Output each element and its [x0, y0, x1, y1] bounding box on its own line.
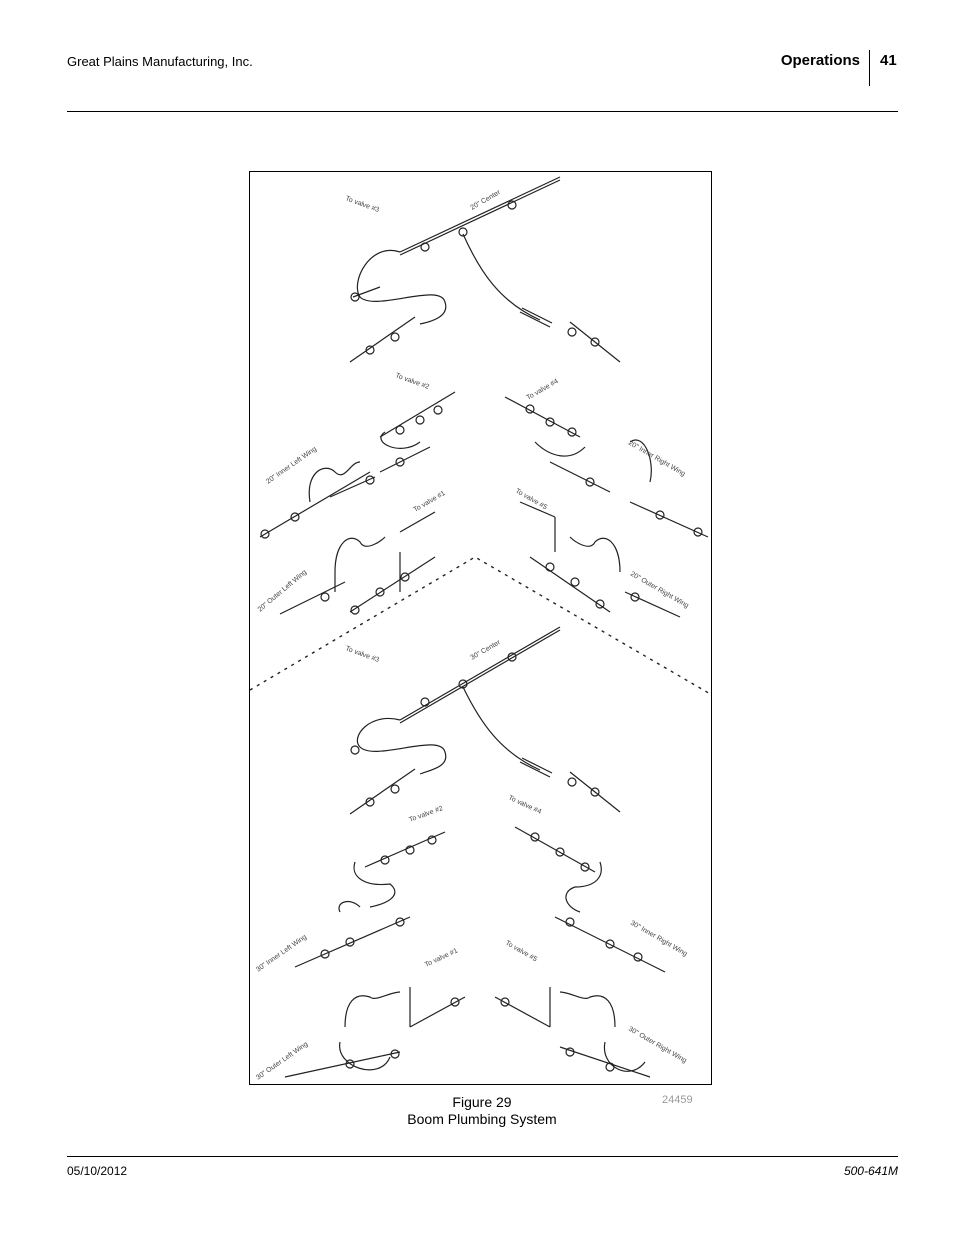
- label-outer-right-20: 20" Outer Right Wing: [629, 570, 690, 610]
- company-name: Great Plains Manufacturing, Inc.: [67, 54, 253, 69]
- boom-plumbing-diagram: [250, 172, 712, 1085]
- boom-plumbing-figure: [249, 171, 712, 1085]
- figure-part-number: 24459: [662, 1094, 693, 1106]
- label-inner-right-30: 30" Inner Right Wing: [629, 919, 689, 958]
- header-separator: [869, 50, 870, 86]
- footer-date: 05/10/2012: [67, 1164, 128, 1178]
- label-inner-right-20: 20" Inner Right Wing: [627, 439, 687, 478]
- figure-caption: [380, 1094, 584, 1128]
- label-center-20: 20" Center: [469, 189, 502, 212]
- label-valve-4-bottom: To valve #4: [507, 794, 543, 816]
- outer-right-20-assembly: [520, 502, 680, 617]
- outer-left-30-assembly: [285, 987, 465, 1077]
- label-center-30: 30" Center: [469, 639, 502, 662]
- header-rule: [67, 111, 898, 112]
- label-valve-5-top: To valve #5: [514, 487, 549, 512]
- inner-right-30-assembly: [515, 827, 665, 972]
- page-number: 41: [880, 52, 897, 69]
- label-valve-3-top: To valve #3: [344, 195, 380, 214]
- label-inner-left-20: 20" Inner Left Wing: [265, 445, 319, 486]
- label-valve-1-bottom: To valve #1: [423, 947, 459, 969]
- label-valve-5-bottom: To valve #5: [504, 939, 539, 964]
- footer-doc-number: 500-641M: [843, 1164, 898, 1178]
- label-inner-left-30: 30" Inner Left Wing: [255, 933, 309, 974]
- figure-title: Boom Plumbing System: [407, 1111, 557, 1127]
- label-outer-left-20: 20" Outer Left Wing: [256, 568, 309, 614]
- label-outer-right-30: 30" Outer Right Wing: [627, 1025, 688, 1065]
- label-valve-1-top: To valve #1: [412, 489, 447, 514]
- section-title: Operations: [780, 52, 860, 69]
- label-valve-4-top: To valve #4: [525, 377, 560, 402]
- figure-number: Figure 29: [452, 1094, 512, 1110]
- label-outer-left-30: 30" Outer Left Wing: [255, 1040, 310, 1082]
- center-30-assembly: [350, 627, 620, 814]
- footer-rule: [67, 1156, 898, 1157]
- label-valve-2-top: To valve #2: [394, 372, 430, 391]
- inner-left-30-assembly: [295, 832, 445, 967]
- label-valve-2-bottom: To valve #2: [408, 805, 444, 824]
- outer-left-20-assembly: [280, 512, 435, 614]
- outer-right-30-assembly: [495, 987, 650, 1077]
- label-valve-3-bottom: To valve #3: [344, 645, 380, 664]
